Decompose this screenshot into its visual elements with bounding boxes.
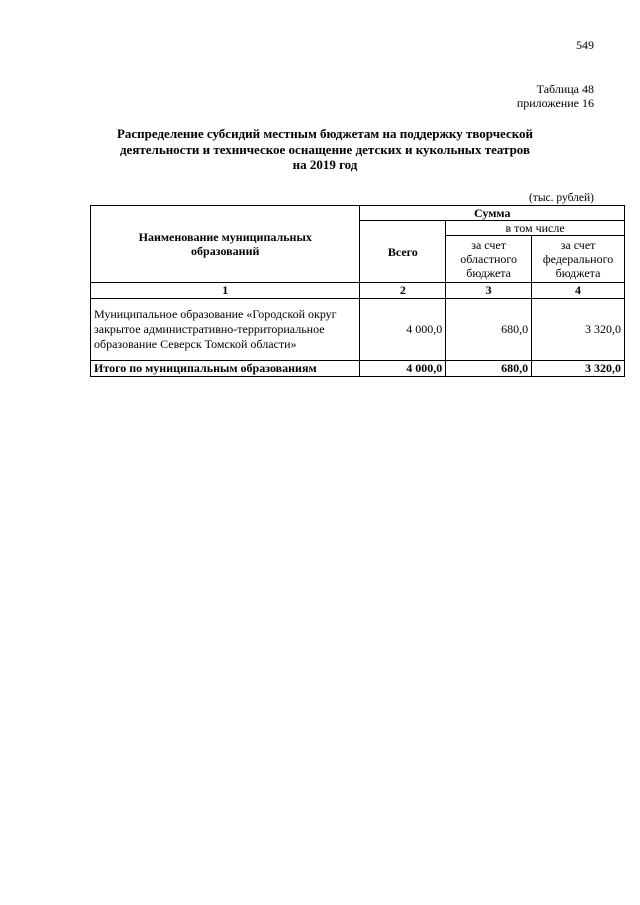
totals-federal: 3 320,0 (532, 361, 625, 377)
header-name-column: Наименование муниципальных образований (91, 206, 360, 283)
col-number: 3 (446, 283, 532, 299)
totals-total: 4 000,0 (360, 361, 446, 377)
document-title (95, 126, 555, 173)
page-number: 549 (576, 38, 594, 52)
header-regional: за счет областного бюджета (446, 236, 532, 283)
col-number: 1 (91, 283, 360, 299)
header-including: в том числе (446, 221, 625, 236)
totals-row (91, 361, 625, 377)
table-row (91, 299, 625, 361)
table-label: Таблица 48 (536, 82, 594, 96)
col-number: 2 (360, 283, 446, 299)
table-reference (517, 82, 594, 110)
row-federal: 3 320,0 (532, 299, 625, 361)
totals-regional: 680,0 (446, 361, 532, 377)
title-line: деятельности и техническое оснащение детских и кукольных театров (119, 141, 530, 157)
column-number-row (91, 283, 625, 299)
row-name: Муниципальное образование «Городской округ закрытое административно-территориальное образование Северск Томской области» (91, 299, 360, 361)
row-total: 4 000,0 (360, 299, 446, 361)
header-federal: за счет федерального бюджета (532, 236, 625, 283)
units-label: (тыс. рублей) (528, 192, 594, 204)
row-regional: 680,0 (446, 299, 532, 361)
header-total: Всего (360, 221, 446, 283)
title-line: на 2019 год (292, 157, 358, 172)
appendix-label: приложение 16 (516, 96, 594, 110)
col-number: 4 (532, 283, 625, 299)
title-line: Распределение субсидий местным бюджетам на поддержку творческой (116, 126, 534, 141)
totals-label: Итого по муниципальным образованиям (91, 361, 360, 377)
header-sum: Сумма (360, 206, 625, 221)
subsidy-table (90, 205, 625, 377)
